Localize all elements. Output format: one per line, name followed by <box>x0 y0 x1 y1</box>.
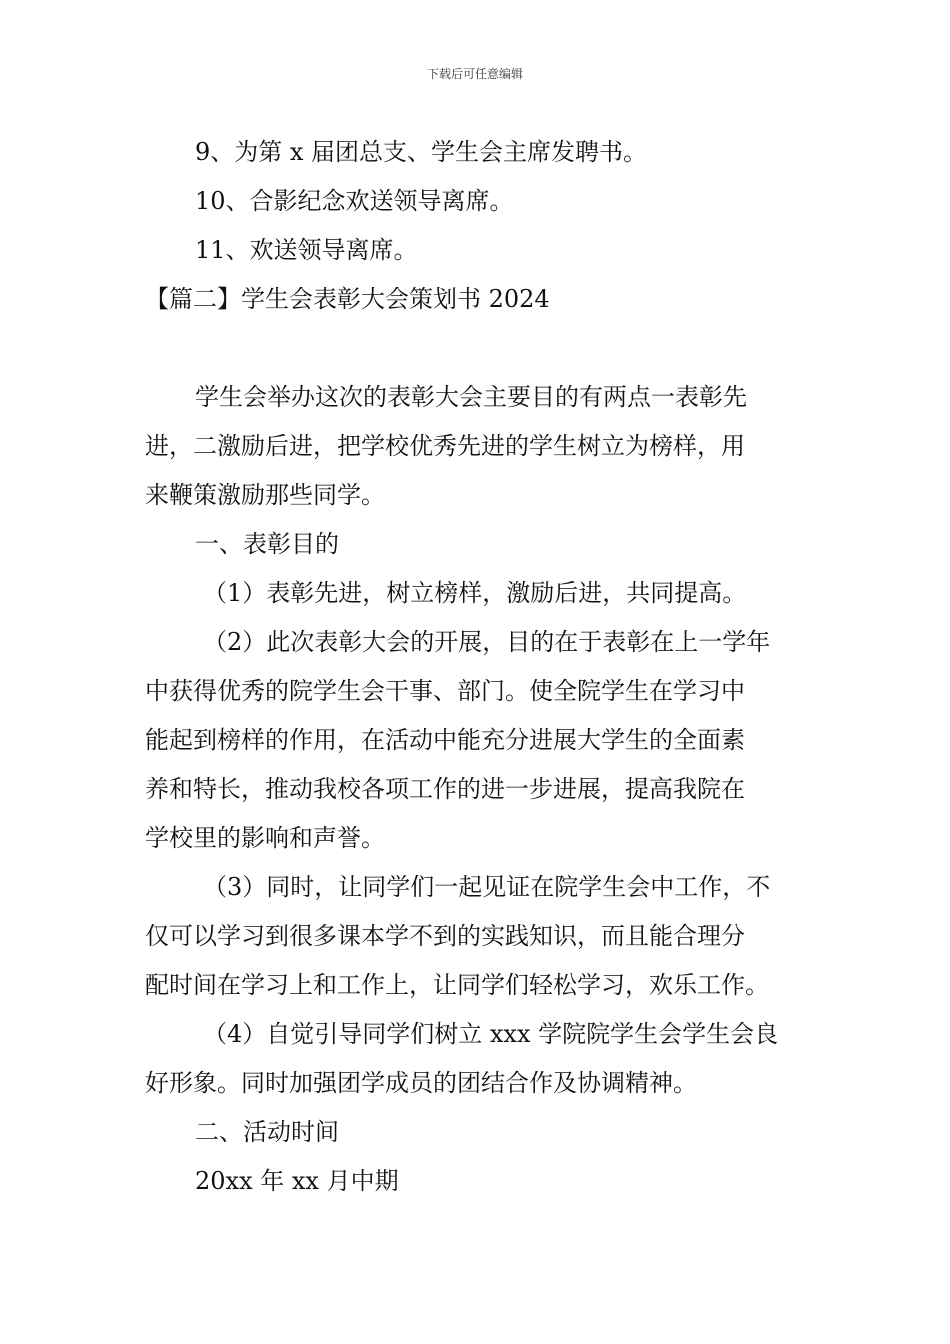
heading-purpose: 一、表彰目的 <box>195 530 339 558</box>
paragraph-line: 中获得优秀的院学生会干事、部门。使全院学生在学习中 <box>145 677 745 705</box>
point-3-paragraph <box>145 863 805 1010</box>
paragraph-line: 进，二激励后进，把学校优秀先进的学生树立为榜样，用 <box>145 432 745 460</box>
paragraph-line: （2）此次表彰大会的开展，目的在于表彰在上一学年 <box>203 628 771 656</box>
heading-time: 二、活动时间 <box>195 1118 339 1146</box>
paragraph-line: 好形象。同时加强团学成员的团结合作及协调精神。 <box>145 1069 697 1097</box>
paragraph-line: 能起到榜样的作用，在活动中能充分进展大学生的全面素 <box>145 726 745 754</box>
paragraph-line: （4）自觉引导同学们树立 xxx 学院院学生会学生会良 <box>203 1020 779 1048</box>
intro-paragraph <box>145 373 805 520</box>
point-2-paragraph <box>145 618 805 863</box>
spacer <box>145 324 805 373</box>
list-item-11: 11、欢送领导离席。 <box>195 236 418 264</box>
paragraph-line: 学生会举办这次的表彰大会主要目的有两点一表彰先 <box>195 383 747 411</box>
paragraph-line: 学校里的影响和声誉。 <box>145 824 385 852</box>
section-title: 【篇二】学生会表彰大会策划书 2024 <box>145 285 550 313</box>
point-4-paragraph <box>145 1010 805 1108</box>
page-header-note: 下载后可任意编辑 <box>426 67 523 81</box>
paragraph-line: （3）同时，让同学们一起见证在院学生会中工作，不 <box>203 873 771 901</box>
list-item-10: 10、合影纪念欢送领导离席。 <box>195 187 514 215</box>
list-item-9: 9、为第 x 届团总支、学生会主席发聘书。 <box>195 138 648 166</box>
paragraph-line: 来鞭策激励那些同学。 <box>145 481 385 509</box>
document-body <box>145 128 805 1206</box>
paragraph-line: 配时间在学习上和工作上，让同学们轻松学习，欢乐工作。 <box>145 971 769 999</box>
time-value: 20xx 年 xx 月中期 <box>195 1167 399 1195</box>
point-1: （1）表彰先进，树立榜样，激励后进，共同提高。 <box>203 579 747 607</box>
paragraph-line: 养和特长，推动我校各项工作的进一步进展，提高我院在 <box>145 775 745 803</box>
paragraph-line: 仅可以学习到很多课本学不到的实践知识，而且能合理分 <box>145 922 745 950</box>
